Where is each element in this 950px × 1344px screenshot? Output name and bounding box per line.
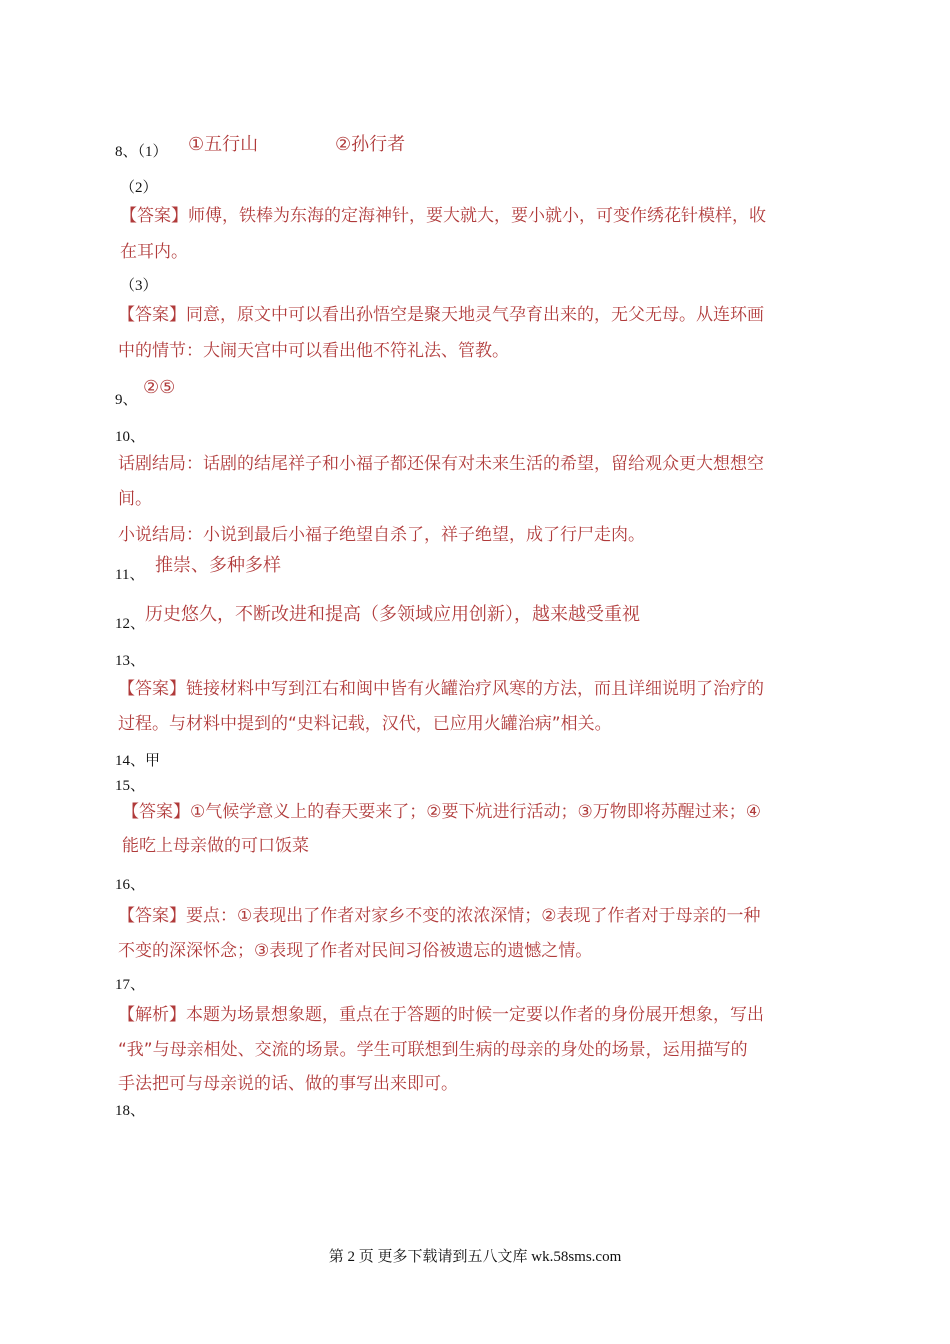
q9-answer: ②⑤: [143, 377, 176, 398]
q10-line1: 话剧结局：话剧的结尾祥子和小福子都还保有对未来生活的希望，留给观众更大想想空: [118, 454, 764, 474]
q14-number: 14、甲: [115, 753, 161, 769]
q8-part2-line2: 在耳内。: [120, 242, 188, 262]
q17-number: 17、: [115, 977, 146, 993]
q17-line2: “我”与母亲相处、交流的场景。学生可联想到生病的母亲的身处的场景，运用描写的: [118, 1040, 748, 1060]
page-footer: 第 2 页 更多下载请到五八文库 wk.58sms.com: [328, 1249, 622, 1265]
q12-number: 12、: [115, 616, 146, 632]
q13-line1: 【答案】链接材料中写到江右和闽中皆有火罐治疗风寒的方法，而且详细说明了治疗的: [118, 679, 764, 699]
q13-line2: 过程。与材料中提到的“史料记载，汉代，已应用火罐治病”相关。: [118, 714, 612, 734]
q10-line2: 间。: [118, 489, 152, 509]
q13-number: 13、: [115, 653, 146, 669]
q15-number: 15、: [115, 778, 146, 794]
q9-number: 9、: [115, 392, 138, 408]
q8-part2-line1: 【答案】师傅，铁棒为东海的定海神针，要大就大，要小就小，可变作绣花针模样，收: [120, 206, 766, 226]
q8-part3-label: （3）: [120, 278, 158, 294]
q16-number: 16、: [115, 877, 146, 893]
q18-number: 18、: [115, 1103, 146, 1119]
q8-number: 8、（1）: [115, 144, 168, 160]
q17-line3: 手法把可与母亲说的话、做的事写出来即可。: [118, 1074, 458, 1094]
q16-line2: 不变的深深怀念；③表现了作者对民间习俗被遗忘的遗憾之情。: [118, 941, 593, 961]
q15-line1: 【答案】①气候学意义上的春天要来了；②要下炕进行活动；③万物即将苏醒过来；④: [122, 802, 761, 822]
q16-line1: 【答案】要点：①表现出了作者对家乡不变的浓浓深情；②表现了作者对于母亲的一种: [118, 906, 761, 926]
q8-part3-line1: 【答案】同意，原文中可以看出孙悟空是聚天地灵气孕育出来的，无父无母。从连环画: [118, 305, 764, 325]
q10-line3: 小说结局：小说到最后小福子绝望自杀了，祥子绝望，成了行尸走肉。: [118, 525, 645, 545]
q17-line1: 【解析】本题为场景想象题，重点在于答题的时候一定要以作者的身份展开想象，写出: [118, 1005, 764, 1025]
q8-part1-answer-b: ②孙行者: [335, 134, 406, 155]
q8-part1-answer-a: ①五行山: [188, 134, 259, 155]
q15-line2: 能吃上母亲做的可口饭菜: [122, 836, 309, 856]
q12-answer: 历史悠久，不断改进和提高（多领域应用创新），越来越受重视: [145, 604, 640, 625]
q8-part2-label: （2）: [120, 180, 158, 196]
q11-number: 11、: [115, 567, 145, 583]
q11-answer: 推崇、多种多样: [155, 555, 281, 576]
q10-number: 10、: [115, 429, 146, 445]
q8-part3-line2: 中的情节：大闹天宫中可以看出他不符礼法、管教。: [118, 341, 509, 361]
